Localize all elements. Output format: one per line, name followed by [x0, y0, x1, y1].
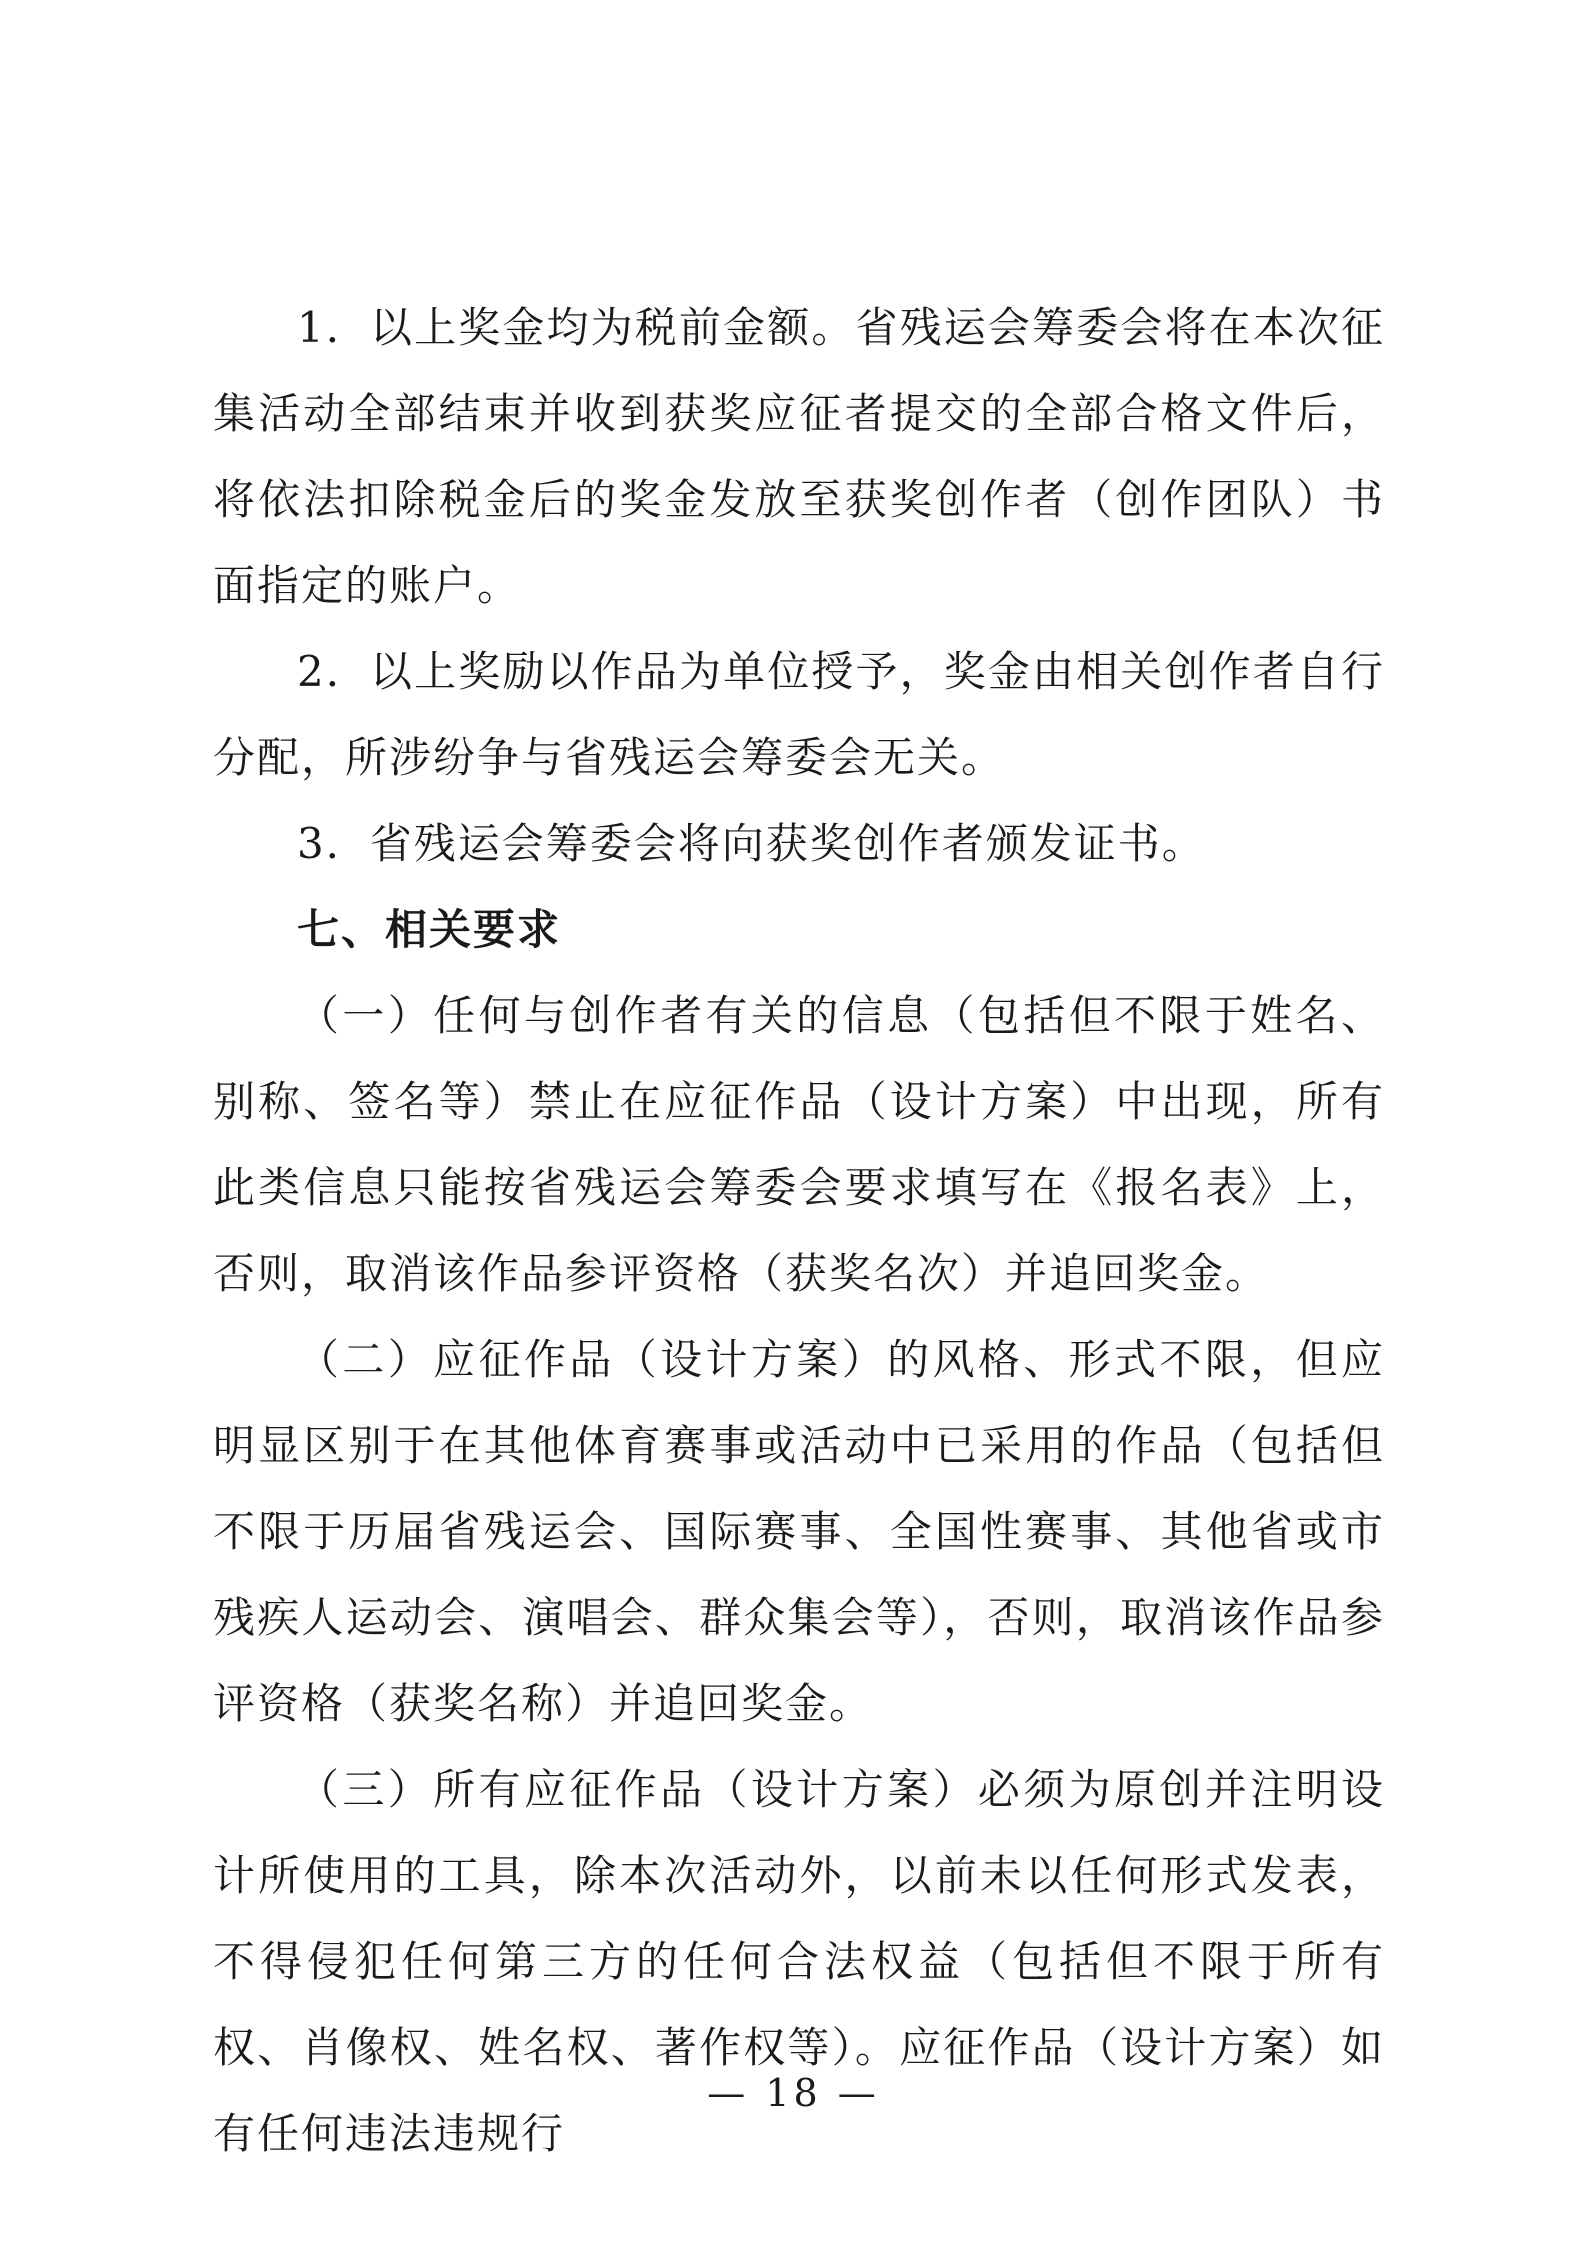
section-heading-requirements: 七、相关要求: [297, 905, 562, 954]
paragraph-prize-distribution-note: 2．以上奖励以作品为单位授予，奖金由相关创作者自行分配，所涉纷争与省残运会筹委会无关。: [213, 647, 1385, 782]
paragraph-requirement-1: （一）任何与创作者有关的信息（包括但不限于姓名、别称、签名等）禁止在应征作品（设计方案）中出现，所有此类信息只能按省残运会筹委会要求填写在《报名表》上，否则，取消该作品参评资格（获奖名次）并追回奖金。: [213, 991, 1385, 1298]
paragraph-prize-tax-note: 1．以上奖金均为税前金额。省残运会筹委会将在本次征集活动全部结束并收到获奖应征者提交的全部合格文件后，将依法扣除税金后的奖金发放至获奖创作者（创作团队）书面指定的账户。: [213, 303, 1385, 610]
paragraph-requirement-3: （三）所有应征作品（设计方案）必须为原创并注明设计所使用的工具，除本次活动外，以前未以任何形式发表，不得侵犯任何第三方的任何合法权益（包括但不限于所有权、肖像权、姓名权、著作权等）。应征作品（设计方案）如有任何违法违规行: [213, 1765, 1385, 2158]
document-body: [213, 285, 1385, 2177]
paragraph-certificate-note: 3．省残运会筹委会将向获奖创作者颁发证书。: [297, 819, 1206, 868]
page-number: — 18 —: [707, 2071, 880, 2115]
paragraph-requirement-2: （二）应征作品（设计方案）的风格、形式不限，但应明显区别于在其他体育赛事或活动中已采用的作品（包括但不限于历届省残运会、国际赛事、全国性赛事、其他省或市残疾人运动会、演唱会、群众集会等），否则，取消该作品参评资格（获奖名称）并追回奖金。: [213, 1335, 1385, 1728]
